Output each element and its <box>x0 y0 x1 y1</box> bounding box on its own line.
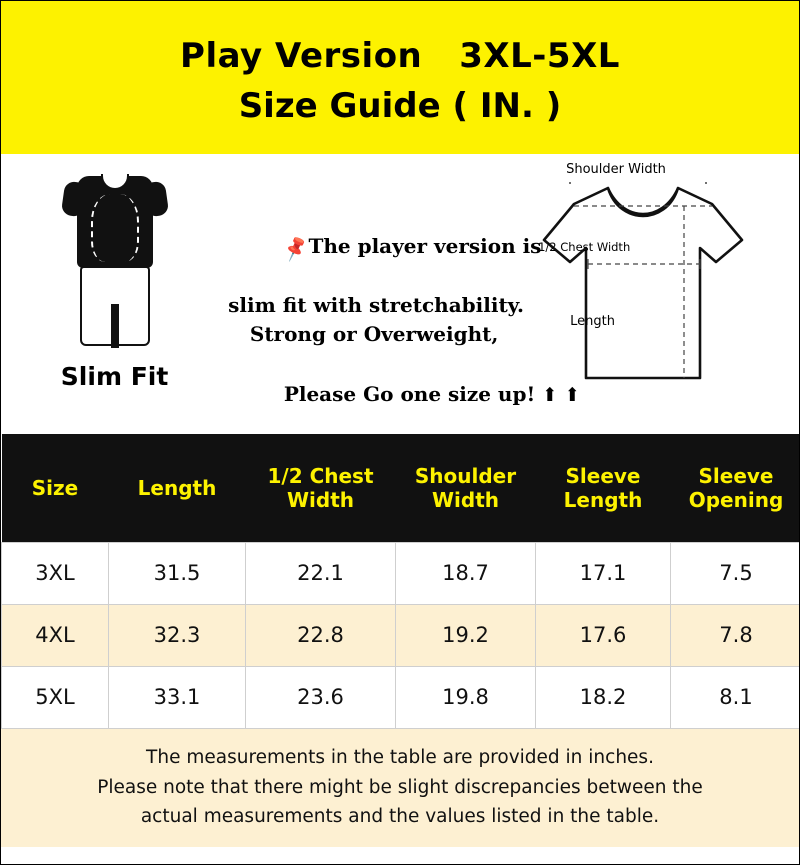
cell-size: 4XL <box>2 604 109 666</box>
tshirt-diagram-icon <box>538 182 748 390</box>
column-header-size <box>2 434 109 542</box>
cell-sleeve-opening: 8.1 <box>671 666 800 728</box>
cell-size: 5XL <box>2 666 109 728</box>
cell-sleeve-length: 18.2 <box>536 666 671 728</box>
cell-sleeve-opening: 7.8 <box>671 604 800 666</box>
column-header-shoulder-line2: Width <box>431 487 500 512</box>
column-header-sleeve-opening <box>671 434 800 542</box>
column-header-chest-line1: 1/2 Chest <box>267 463 374 488</box>
size-table <box>1 434 800 729</box>
table-row <box>2 542 800 604</box>
diagram-label-half-chest-width: 1/2 Chest Width <box>538 240 631 254</box>
footer-disclaimer <box>1 729 799 847</box>
column-header-shoulder-line1: Shoulder <box>414 463 517 488</box>
cell-shoulder-width: 18.7 <box>396 542 536 604</box>
column-header-sleeve-length <box>536 434 671 542</box>
illustration-band <box>1 154 799 434</box>
column-header-sleeve-opening-line2: Opening <box>688 487 784 512</box>
mannequin-caption: Slim Fit <box>60 362 169 391</box>
column-header-sleeve-opening-line1: Sleeve <box>698 463 774 488</box>
table-header-row <box>2 434 800 542</box>
fit-note-block <box>228 154 581 439</box>
column-header-shoulder-width <box>396 434 536 542</box>
cell-sleeve-opening: 7.5 <box>671 542 800 604</box>
table-row <box>2 666 800 728</box>
column-header-chest-line2: Width <box>286 487 355 512</box>
note-line-1: The player version is <box>308 233 542 258</box>
footer-line-3: actual measurements and the values listed in the table. <box>140 806 660 828</box>
cell-half-chest-width: 23.6 <box>246 666 396 728</box>
note-line-3: Strong or Overweight, <box>249 322 499 347</box>
table-row <box>2 604 800 666</box>
pushpin-icon: 📌 <box>280 234 311 263</box>
column-header-length-line1: Length <box>137 475 217 500</box>
cell-length: 32.3 <box>109 604 246 666</box>
column-header-sleeve-length-line1: Sleeve <box>565 463 641 488</box>
column-header-length <box>109 434 246 542</box>
cell-sleeve-length: 17.1 <box>536 542 671 604</box>
cell-shoulder-width: 19.2 <box>396 604 536 666</box>
note-line-2: slim fit with stretchability. <box>228 292 524 317</box>
mannequin-block <box>1 154 228 434</box>
note-line-4: Please Go one size up! <box>283 381 536 406</box>
tshirt-diagram-block <box>520 154 799 329</box>
footer-line-1: The measurements in the table are provided in inches. <box>146 746 654 768</box>
note-line-4-wrapper <box>228 350 581 439</box>
cell-half-chest-width: 22.1 <box>246 542 396 604</box>
column-header-sleeve-length-line2: Length <box>563 487 643 512</box>
page-title: Play Version 3XL-5XL <box>180 35 620 76</box>
table-body <box>2 542 800 728</box>
slim-fit-mannequin-icon <box>67 176 163 348</box>
arrow-up-icon: ⬆ ⬆ <box>535 383 581 406</box>
diagram-label-length: Length <box>570 314 615 329</box>
column-header-half-chest-width <box>246 434 396 542</box>
page-subtitle: Size Guide ( IN. ) <box>238 85 562 126</box>
diagram-label-shoulder-width: Shoulder Width <box>566 162 666 177</box>
cell-length: 33.1 <box>109 666 246 728</box>
table-header <box>2 434 800 542</box>
page-header <box>1 1 799 154</box>
column-header-size-line1: Size <box>31 475 79 500</box>
footer-line-2: Please note that there might be slight discrepancies between the <box>97 776 703 798</box>
cell-length: 31.5 <box>109 542 246 604</box>
cell-shoulder-width: 19.8 <box>396 666 536 728</box>
cell-half-chest-width: 22.8 <box>246 604 396 666</box>
cell-size: 3XL <box>2 542 109 604</box>
cell-sleeve-length: 17.6 <box>536 604 671 666</box>
note-line-1-wrapper <box>228 202 542 291</box>
